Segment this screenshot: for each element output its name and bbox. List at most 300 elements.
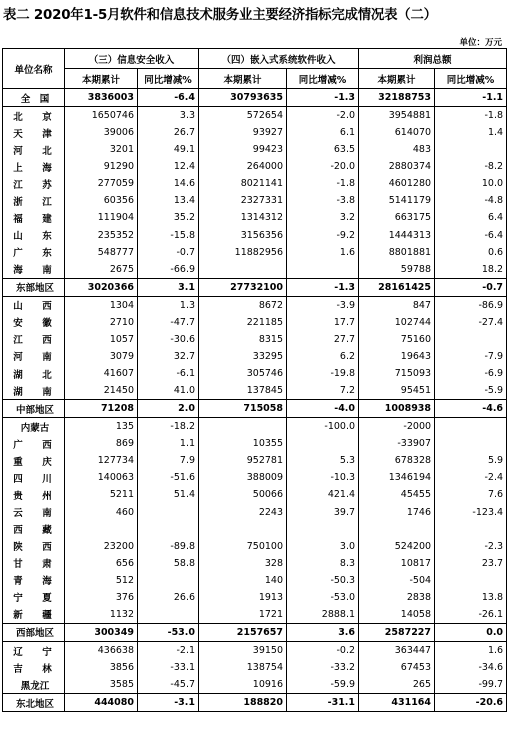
economic-indicators-table (2, 48, 507, 712)
cumulative-value-cell: 376 (65, 589, 138, 606)
cumulative-value-cell: 71208 (65, 400, 138, 418)
cumulative-value-cell: 8801881 (359, 244, 435, 261)
table-row (3, 418, 507, 436)
yoy-change-cell: -6.9 (435, 365, 507, 382)
cumulative-value-cell: 45455 (359, 486, 435, 503)
region-name-cell: 湖 北 (3, 365, 65, 382)
yoy-change-cell: 7.6 (435, 486, 507, 503)
yoy-change-cell: 1.6 (287, 244, 359, 261)
table-row (3, 124, 507, 141)
yoy-change-cell: 5.9 (435, 452, 507, 469)
yoy-change-cell: -123.4 (435, 504, 507, 521)
cumulative-value-cell: -2000 (359, 418, 435, 436)
region-name-cell: 青 海 (3, 572, 65, 589)
region-name-cell: 宁 夏 (3, 589, 65, 606)
yoy-change-cell: 13.4 (138, 192, 199, 209)
cumulative-value-cell: 460 (65, 504, 138, 521)
cumulative-value-cell: 21450 (65, 382, 138, 400)
yoy-change-cell: -8.2 (435, 158, 507, 175)
yoy-change-cell: -3.8 (287, 192, 359, 209)
yoy-change-cell (435, 418, 507, 436)
yoy-change-cell: -10.3 (287, 469, 359, 486)
region-name-cell: 浙 江 (3, 192, 65, 209)
cumulative-value-cell: 39006 (65, 124, 138, 141)
group-header-security: （三）信息安全收入 (65, 49, 199, 69)
table-row (3, 606, 507, 624)
yoy-change-cell (138, 572, 199, 589)
region-name-cell: 西部地区 (3, 623, 65, 641)
cumulative-value-cell: 524200 (359, 538, 435, 555)
cumulative-value-cell: 10817 (359, 555, 435, 572)
yoy-change-cell: 6.4 (435, 209, 507, 226)
cumulative-value-cell: 135 (65, 418, 138, 436)
yoy-change-cell: -47.7 (138, 314, 199, 331)
yoy-change-cell: -1.8 (287, 175, 359, 192)
region-name-cell: 广 东 (3, 244, 65, 261)
cumulative-value-cell: 14058 (359, 606, 435, 624)
yoy-change-cell: 35.2 (138, 209, 199, 226)
region-name-cell: 陕 西 (3, 538, 65, 555)
yoy-change-cell: 5.3 (287, 452, 359, 469)
yoy-change-cell: 14.6 (138, 175, 199, 192)
cumulative-value-cell: 750100 (199, 538, 287, 555)
cumulative-value-cell: 41607 (65, 365, 138, 382)
yoy-change-cell: 2.0 (138, 400, 199, 418)
table-row (3, 296, 507, 314)
region-name-cell: 山 东 (3, 227, 65, 244)
cumulative-value-cell: 1008938 (359, 400, 435, 418)
region-name-cell: 重 庆 (3, 452, 65, 469)
region-name-cell: 东北地区 (3, 694, 65, 712)
cumulative-value-cell: 127734 (65, 452, 138, 469)
region-name-cell: 广 西 (3, 435, 65, 452)
region-name-cell: 上 海 (3, 158, 65, 175)
cumulative-value-cell: 1444313 (359, 227, 435, 244)
cumulative-value-cell: 27732100 (199, 278, 287, 296)
yoy-change-cell: -4.0 (287, 400, 359, 418)
cumulative-value-cell: 715093 (359, 365, 435, 382)
yoy-change-cell: -26.1 (435, 606, 507, 624)
cumulative-value-cell: 140 (199, 572, 287, 589)
yoy-change-cell: -5.9 (435, 382, 507, 400)
cumulative-value-cell: 431164 (359, 694, 435, 712)
yoy-change-cell: 12.4 (138, 158, 199, 175)
cumulative-value-cell: 67453 (359, 659, 435, 676)
region-name-cell: 山 西 (3, 296, 65, 314)
yoy-change-cell: 3.3 (138, 107, 199, 125)
cumulative-value-cell: 3201 (65, 141, 138, 158)
cumulative-value-cell: 95451 (359, 382, 435, 400)
cumulative-value-cell: 1132 (65, 606, 138, 624)
cumulative-value-cell: 512 (65, 572, 138, 589)
yoy-change-cell: -9.2 (287, 227, 359, 244)
region-name-cell: 江 苏 (3, 175, 65, 192)
yoy-change-cell: -0.7 (435, 278, 507, 296)
table-row (3, 676, 507, 694)
yoy-change-cell: 3.1 (138, 278, 199, 296)
cumulative-value-cell: 483 (359, 141, 435, 158)
yoy-change-cell: -53.0 (287, 589, 359, 606)
cumulative-value-cell: 93927 (199, 124, 287, 141)
cumulative-value-cell: 221185 (199, 314, 287, 331)
table-row (3, 589, 507, 606)
cumulative-value-cell: 3836003 (65, 89, 138, 107)
cumulative-value-cell: 265 (359, 676, 435, 694)
cumulative-value-cell: 548777 (65, 244, 138, 261)
yoy-change-cell: -50.3 (287, 572, 359, 589)
yoy-change-cell: -27.4 (435, 314, 507, 331)
sub-header-cumulative: 本期累计 (199, 69, 287, 89)
sub-header-cumulative: 本期累计 (65, 69, 138, 89)
region-name-cell: 云 南 (3, 504, 65, 521)
cumulative-value-cell: 264000 (199, 158, 287, 175)
region-name-cell: 四 川 (3, 469, 65, 486)
cumulative-value-cell: 1304 (65, 296, 138, 314)
yoy-change-cell: -2.1 (138, 642, 199, 660)
table-row (3, 244, 507, 261)
yoy-change-cell: -0.7 (138, 244, 199, 261)
yoy-change-cell: -99.7 (435, 676, 507, 694)
table-row (3, 192, 507, 209)
sub-header-yoy: 同比增减% (138, 69, 199, 89)
table-row (3, 435, 507, 452)
cumulative-value-cell: 75160 (359, 331, 435, 348)
yoy-change-cell (435, 572, 507, 589)
yoy-change-cell: 421.4 (287, 486, 359, 503)
cumulative-value-cell: 50066 (199, 486, 287, 503)
cumulative-value-cell (199, 521, 287, 538)
cumulative-value-cell: 2157657 (199, 623, 287, 641)
table-row (3, 261, 507, 279)
cumulative-value-cell: 2327331 (199, 192, 287, 209)
cumulative-value-cell: 138754 (199, 659, 287, 676)
yoy-change-cell: 41.0 (138, 382, 199, 400)
cumulative-value-cell: 28161425 (359, 278, 435, 296)
cumulative-value-cell: 111904 (65, 209, 138, 226)
table-row (3, 469, 507, 486)
cumulative-value-cell (65, 521, 138, 538)
cumulative-value-cell: 952781 (199, 452, 287, 469)
group-header-profit: 利润总额 (359, 49, 507, 69)
yoy-change-cell: 6.2 (287, 348, 359, 365)
region-name-cell: 江 西 (3, 331, 65, 348)
yoy-change-cell: -3.1 (138, 694, 199, 712)
table-row (3, 365, 507, 382)
cumulative-value-cell: 91290 (65, 158, 138, 175)
region-name-cell: 河 北 (3, 141, 65, 158)
table-row (3, 348, 507, 365)
cumulative-value-cell: 715058 (199, 400, 287, 418)
cumulative-value-cell: 99423 (199, 141, 287, 158)
yoy-change-cell: -59.9 (287, 676, 359, 694)
yoy-change-cell: -2.0 (287, 107, 359, 125)
yoy-change-cell: 1.3 (138, 296, 199, 314)
cumulative-value-cell: 614070 (359, 124, 435, 141)
cumulative-value-cell: 663175 (359, 209, 435, 226)
region-name-cell: 新 疆 (3, 606, 65, 624)
cumulative-value-cell: 3954881 (359, 107, 435, 125)
yoy-change-cell: 51.4 (138, 486, 199, 503)
cumulative-value-cell: 39150 (199, 642, 287, 660)
yoy-change-cell (435, 331, 507, 348)
cumulative-value-cell: 2838 (359, 589, 435, 606)
table-row (3, 209, 507, 226)
cumulative-value-cell: 5141179 (359, 192, 435, 209)
table-title: 表二 2020年1-5月软件和信息技术服务业主要经济指标完成情况表（二） (3, 8, 437, 23)
cumulative-value-cell: 277059 (65, 175, 138, 192)
cumulative-value-cell: 60356 (65, 192, 138, 209)
table-row (3, 382, 507, 400)
cumulative-value-cell: 235352 (65, 227, 138, 244)
summary-row (3, 400, 507, 418)
yoy-change-cell (435, 521, 507, 538)
cumulative-value-cell: 388009 (199, 469, 287, 486)
table-row (3, 659, 507, 676)
cumulative-value-cell: 2675 (65, 261, 138, 279)
region-name-cell: 内蒙古 (3, 418, 65, 436)
yoy-change-cell (287, 435, 359, 452)
yoy-change-cell: -45.7 (138, 676, 199, 694)
cumulative-value-cell: 847 (359, 296, 435, 314)
cumulative-value-cell: 2710 (65, 314, 138, 331)
yoy-change-cell: -30.6 (138, 331, 199, 348)
cumulative-value-cell: 10916 (199, 676, 287, 694)
cumulative-value-cell: 4601280 (359, 175, 435, 192)
cumulative-value-cell: 1650746 (65, 107, 138, 125)
yoy-change-cell: 63.5 (287, 141, 359, 158)
cumulative-value-cell: 59788 (359, 261, 435, 279)
yoy-change-cell: -15.8 (138, 227, 199, 244)
summary-row (3, 623, 507, 641)
cumulative-value-cell: 137845 (199, 382, 287, 400)
summary-row (3, 694, 507, 712)
yoy-change-cell: -34.6 (435, 659, 507, 676)
region-name-cell: 贵 州 (3, 486, 65, 503)
region-name-cell: 中部地区 (3, 400, 65, 418)
yoy-change-cell: 39.7 (287, 504, 359, 521)
cumulative-value-cell: -504 (359, 572, 435, 589)
yoy-change-cell: 0.0 (435, 623, 507, 641)
cumulative-value-cell: 2243 (199, 504, 287, 521)
cumulative-value-cell: 436638 (65, 642, 138, 660)
yoy-change-cell: -33.2 (287, 659, 359, 676)
yoy-change-cell: 0.6 (435, 244, 507, 261)
yoy-change-cell: 27.7 (287, 331, 359, 348)
yoy-change-cell: -1.1 (435, 89, 507, 107)
cumulative-value-cell: 444080 (65, 694, 138, 712)
yoy-change-cell (435, 435, 507, 452)
cumulative-value-cell: 2587227 (359, 623, 435, 641)
yoy-change-cell: -89.8 (138, 538, 199, 555)
yoy-change-cell: 8.3 (287, 555, 359, 572)
cumulative-value-cell: 140063 (65, 469, 138, 486)
yoy-change-cell: -31.1 (287, 694, 359, 712)
yoy-change-cell: 7.9 (138, 452, 199, 469)
yoy-change-cell: 18.2 (435, 261, 507, 279)
yoy-change-cell: -4.6 (435, 400, 507, 418)
cumulative-value-cell: 11882956 (199, 244, 287, 261)
cumulative-value-cell: -33907 (359, 435, 435, 452)
region-name-cell: 海 南 (3, 261, 65, 279)
cumulative-value-cell: 363447 (359, 642, 435, 660)
table-row (3, 521, 507, 538)
yoy-change-cell: 3.2 (287, 209, 359, 226)
cumulative-value-cell: 305746 (199, 365, 287, 382)
region-name-cell: 河 南 (3, 348, 65, 365)
group-header-embedded: （四）嵌入式系统软件收入 (199, 49, 359, 69)
yoy-change-cell: 23.7 (435, 555, 507, 572)
table-row (3, 314, 507, 331)
cumulative-value-cell: 656 (65, 555, 138, 572)
region-name-cell: 东部地区 (3, 278, 65, 296)
cumulative-value-cell: 3585 (65, 676, 138, 694)
yoy-change-cell (287, 261, 359, 279)
region-name-cell: 西 藏 (3, 521, 65, 538)
table-header (3, 49, 507, 89)
cumulative-value-cell: 3079 (65, 348, 138, 365)
yoy-change-cell: -0.2 (287, 642, 359, 660)
yoy-change-cell: -100.0 (287, 418, 359, 436)
cumulative-value-cell: 102744 (359, 314, 435, 331)
yoy-change-cell: -53.0 (138, 623, 199, 641)
region-name-cell: 北 京 (3, 107, 65, 125)
yoy-change-cell: -20.6 (435, 694, 507, 712)
table-row (3, 538, 507, 555)
region-name-cell: 全 国 (3, 89, 65, 107)
table-row (3, 141, 507, 158)
yoy-change-cell (138, 606, 199, 624)
cumulative-value-cell: 19643 (359, 348, 435, 365)
table-row (3, 555, 507, 572)
yoy-change-cell: -51.6 (138, 469, 199, 486)
yoy-change-cell: -66.9 (138, 261, 199, 279)
region-name-cell: 甘 肃 (3, 555, 65, 572)
table-row (3, 175, 507, 192)
cumulative-value-cell (199, 261, 287, 279)
table-row (3, 642, 507, 660)
region-name-cell: 黑龙江 (3, 676, 65, 694)
yoy-change-cell: -7.9 (435, 348, 507, 365)
yoy-change-cell: -3.9 (287, 296, 359, 314)
yoy-change-cell (287, 521, 359, 538)
table-body (3, 89, 507, 712)
cumulative-value-cell: 23200 (65, 538, 138, 555)
yoy-change-cell: -6.4 (435, 227, 507, 244)
region-name-cell: 辽 宁 (3, 642, 65, 660)
cumulative-value-cell: 1057 (65, 331, 138, 348)
cumulative-value-cell: 1721 (199, 606, 287, 624)
cumulative-value-cell: 30793635 (199, 89, 287, 107)
cumulative-value-cell: 8672 (199, 296, 287, 314)
yoy-change-cell: 1.6 (435, 642, 507, 660)
cumulative-value-cell: 572654 (199, 107, 287, 125)
table-row (3, 504, 507, 521)
table-row (3, 227, 507, 244)
yoy-change-cell: -2.3 (435, 538, 507, 555)
table-row (3, 158, 507, 175)
cumulative-value-cell: 1314312 (199, 209, 287, 226)
yoy-change-cell: 58.8 (138, 555, 199, 572)
yoy-change-cell: 49.1 (138, 141, 199, 158)
yoy-change-cell (138, 521, 199, 538)
region-name-cell: 湖 南 (3, 382, 65, 400)
summary-row (3, 278, 507, 296)
yoy-change-cell: 13.8 (435, 589, 507, 606)
yoy-change-cell: -20.0 (287, 158, 359, 175)
cumulative-value-cell: 33295 (199, 348, 287, 365)
cumulative-value-cell: 328 (199, 555, 287, 572)
cumulative-value-cell: 8021141 (199, 175, 287, 192)
yoy-change-cell: 26.6 (138, 589, 199, 606)
cumulative-value-cell: 678328 (359, 452, 435, 469)
yoy-change-cell (138, 504, 199, 521)
yoy-change-cell: 10.0 (435, 175, 507, 192)
yoy-change-cell: -6.4 (138, 89, 199, 107)
yoy-change-cell (435, 141, 507, 158)
cumulative-value-cell (199, 418, 287, 436)
cumulative-value-cell: 3856 (65, 659, 138, 676)
sub-header-cumulative: 本期累计 (359, 69, 435, 89)
yoy-change-cell: 3.0 (287, 538, 359, 555)
region-name-cell: 安 徽 (3, 314, 65, 331)
cumulative-value-cell: 3020366 (65, 278, 138, 296)
cumulative-value-cell: 300349 (65, 623, 138, 641)
cumulative-value-cell: 3156356 (199, 227, 287, 244)
cumulative-value-cell: 1746 (359, 504, 435, 521)
yoy-change-cell: 1.4 (435, 124, 507, 141)
cumulative-value-cell: 188820 (199, 694, 287, 712)
region-name-cell: 福 建 (3, 209, 65, 226)
yoy-change-cell: 3.6 (287, 623, 359, 641)
table-row (3, 107, 507, 125)
yoy-change-cell: -18.2 (138, 418, 199, 436)
yoy-change-cell: -1.3 (287, 278, 359, 296)
cumulative-value-cell: 32188753 (359, 89, 435, 107)
region-column-header: 单位名称 (3, 49, 65, 89)
yoy-change-cell: -86.9 (435, 296, 507, 314)
yoy-change-cell: 6.1 (287, 124, 359, 141)
unit-label: 单位：万元 (459, 38, 502, 48)
cumulative-value-cell: 5211 (65, 486, 138, 503)
cumulative-value-cell: 8315 (199, 331, 287, 348)
yoy-change-cell: 7.2 (287, 382, 359, 400)
yoy-change-cell: -33.1 (138, 659, 199, 676)
yoy-change-cell: 26.7 (138, 124, 199, 141)
summary-row (3, 89, 507, 107)
table-row (3, 452, 507, 469)
yoy-change-cell: 1.1 (138, 435, 199, 452)
cumulative-value-cell (359, 521, 435, 538)
table-row (3, 331, 507, 348)
cumulative-value-cell: 1913 (199, 589, 287, 606)
table-row (3, 572, 507, 589)
cumulative-value-cell: 2880374 (359, 158, 435, 175)
region-name-cell: 吉 林 (3, 659, 65, 676)
sub-header-yoy: 同比增减% (287, 69, 359, 89)
yoy-change-cell: -1.8 (435, 107, 507, 125)
yoy-change-cell: 17.7 (287, 314, 359, 331)
yoy-change-cell: -19.8 (287, 365, 359, 382)
yoy-change-cell: -6.1 (138, 365, 199, 382)
region-name-cell: 天 津 (3, 124, 65, 141)
sub-header-yoy: 同比增减% (435, 69, 507, 89)
yoy-change-cell: 32.7 (138, 348, 199, 365)
cumulative-value-cell: 1346194 (359, 469, 435, 486)
yoy-change-cell: -1.3 (287, 89, 359, 107)
yoy-change-cell: -2.4 (435, 469, 507, 486)
table-row (3, 486, 507, 503)
yoy-change-cell: 2888.1 (287, 606, 359, 624)
